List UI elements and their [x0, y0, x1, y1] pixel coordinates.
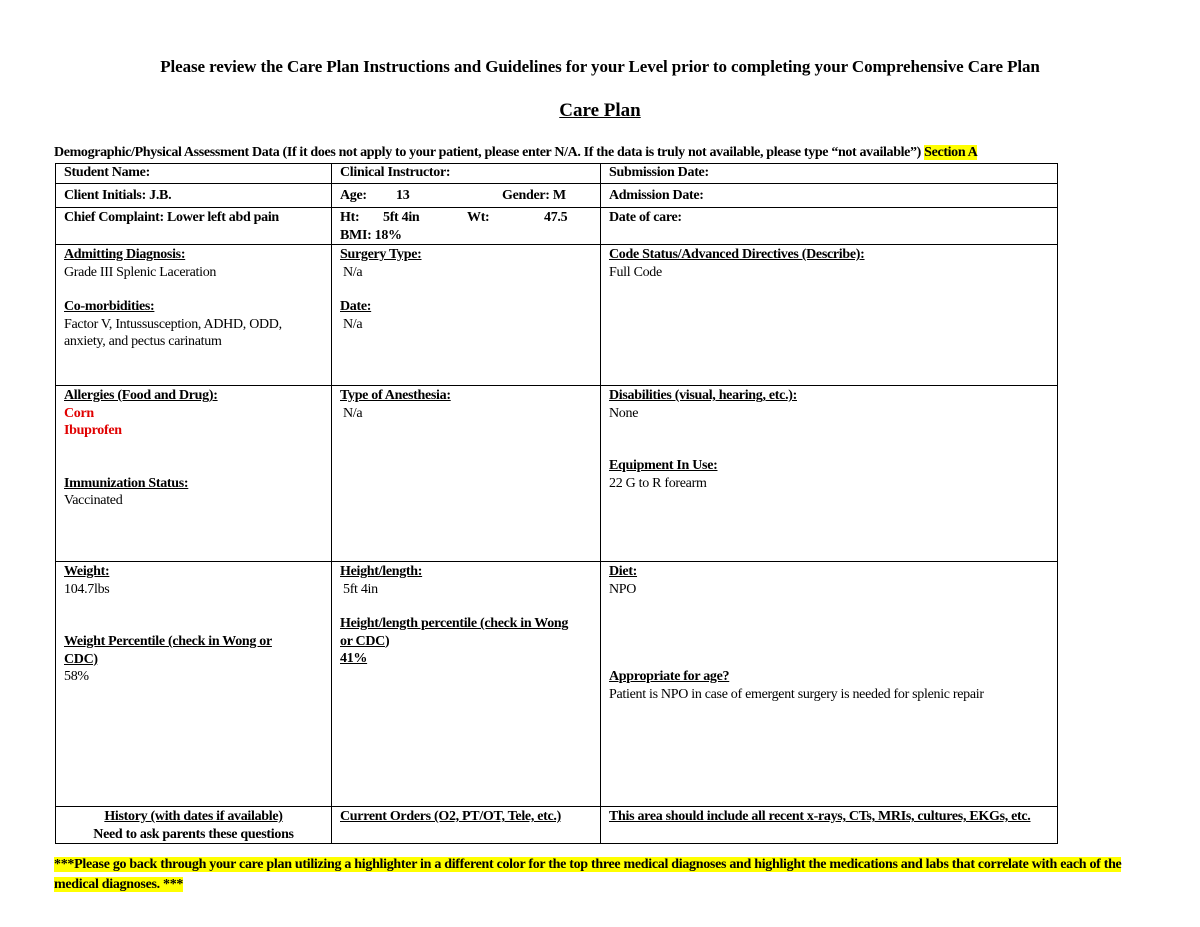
- surgery-date-value: N/a: [343, 316, 363, 332]
- comorbidities-value: Factor V, Intussusception, ADHD, ODD, anxiety, and pectus carinatum: [64, 316, 282, 349]
- diet-label: Diet:: [609, 564, 638, 579]
- surgery-type-label: Surgery Type:: [340, 247, 422, 262]
- appropriate-for-age-value: Patient is NPO in case of emergent surgery is needed for splenic repair: [609, 686, 984, 702]
- history-label: History (with dates if available): [104, 809, 283, 824]
- table-row: [56, 184, 1058, 208]
- equipment-value: 22 G to R forearm: [609, 475, 707, 491]
- student-name-cell: Student Name:: [56, 164, 332, 184]
- wt-value: 47.5: [544, 210, 568, 225]
- weight-cell: [56, 562, 332, 807]
- instructions-note: Please review the Care Plan Instructions and Guidelines for your Level prior to completing your Comprehensive Care Plan: [160, 57, 1040, 76]
- height-value: 5ft 4in: [343, 581, 378, 597]
- equipment-label: Equipment In Use:: [609, 458, 718, 473]
- age-label: Age:: [340, 188, 367, 203]
- weight-percentile-label: Weight Percentile (check in Wong or CDC): [64, 634, 272, 667]
- allergy-item: Ibuprofen: [64, 423, 122, 438]
- current-orders-cell: [332, 807, 601, 844]
- demographic-text: Demographic/Physical Assessment Data (If it does not apply to your patient, please enter N/A. If the data is truly not available, please type “not available”): [54, 145, 921, 160]
- demographic-instructions: [54, 145, 977, 161]
- date-of-care-cell: Date of care:: [601, 208, 1058, 245]
- weight-percentile-value: 58%: [64, 669, 89, 684]
- anesthesia-value: N/a: [343, 405, 363, 421]
- client-initials-cell: Client Initials: J.B.: [56, 184, 332, 208]
- diagnosis-cell: [56, 245, 332, 386]
- code-status-cell: [601, 245, 1058, 386]
- bmi-value: BMI: 18%: [340, 227, 402, 243]
- allergy-item: Corn: [64, 405, 94, 421]
- allergies-cell: [56, 386, 332, 562]
- gender-value: Gender: M: [502, 188, 566, 203]
- allergies-label: Allergies (Food and Drug):: [64, 388, 218, 403]
- table-row: [56, 164, 1058, 184]
- admitting-diagnosis-label: Admitting Diagnosis:: [64, 247, 186, 262]
- height-label: Height/length:: [340, 564, 423, 579]
- surgery-cell: [332, 245, 601, 386]
- imaging-note: This area should include all recent x-rays, CTs, MRIs, cultures, EKGs, etc.: [609, 809, 1031, 824]
- highlighter-note-text: ***Please go back through your care plan utilizing a highlighter in a different color for the top three medical diagnoses and highlight the medications and labs that correlate with each of the medical diagnoses. ***: [54, 857, 1122, 892]
- weight-label: Weight:: [64, 564, 110, 579]
- table-row: [56, 807, 1058, 844]
- age-gender-cell: [332, 184, 601, 208]
- highlighter-instructions: [54, 855, 1164, 895]
- history-note: Need to ask parents these questions: [93, 826, 294, 842]
- immunization-value: Vaccinated: [64, 493, 123, 508]
- code-status-label: Code Status/Advanced Directives (Describe):: [609, 247, 865, 262]
- section-label: Section A: [924, 145, 978, 160]
- comorbidities-label: Co-morbidities:: [64, 299, 155, 314]
- anesthesia-cell: [332, 386, 601, 562]
- appropriate-for-age-label: Appropriate for age?: [609, 669, 730, 684]
- clinical-instructor-cell: Clinical Instructor:: [332, 164, 601, 184]
- surgery-type-value: N/a: [343, 264, 363, 280]
- submission-date-cell: Submission Date:: [601, 164, 1058, 184]
- diet-cell: [601, 562, 1058, 807]
- ht-value: 5ft 4in: [383, 210, 420, 225]
- page-title: Care Plan: [559, 100, 641, 121]
- table-row: [56, 208, 1058, 245]
- height-weight-cell: [332, 208, 601, 245]
- diet-value: NPO: [609, 581, 637, 597]
- admitting-diagnosis-value: Grade III Splenic Laceration: [64, 264, 217, 280]
- history-cell: [56, 807, 332, 844]
- ht-label: Ht:: [340, 210, 360, 225]
- height-cell: [332, 562, 601, 807]
- current-orders-label: Current Orders (O2, PT/OT, Tele, etc.): [340, 809, 561, 824]
- code-status-value: Full Code: [609, 264, 662, 280]
- table-row: [56, 562, 1058, 807]
- height-percentile-label: Height/length percentile (check in Wong or CDC): [340, 616, 569, 649]
- surgery-date-label: Date:: [340, 299, 372, 314]
- anesthesia-label: Type of Anesthesia:: [340, 388, 451, 403]
- care-plan-table: [55, 163, 1058, 844]
- immunization-label: Immunization Status:: [64, 475, 189, 491]
- disabilities-label: Disabilities (visual, hearing, etc.):: [609, 388, 797, 403]
- disabilities-cell: [601, 386, 1058, 562]
- age-value: 13: [396, 188, 410, 203]
- ht-wt-line: [340, 209, 592, 227]
- age-gender-line: [340, 187, 592, 205]
- chief-complaint-cell: Chief Complaint: Lower left abd pain: [56, 208, 332, 245]
- table-row: [56, 386, 1058, 562]
- height-percentile-value: 41%: [340, 651, 368, 666]
- admission-date-cell: Admission Date:: [601, 184, 1058, 208]
- table-row: [56, 245, 1058, 386]
- disabilities-value: None: [609, 405, 639, 421]
- weight-value: 104.7lbs: [64, 581, 110, 597]
- wt-label: Wt:: [467, 210, 490, 225]
- imaging-cell: [601, 807, 1058, 844]
